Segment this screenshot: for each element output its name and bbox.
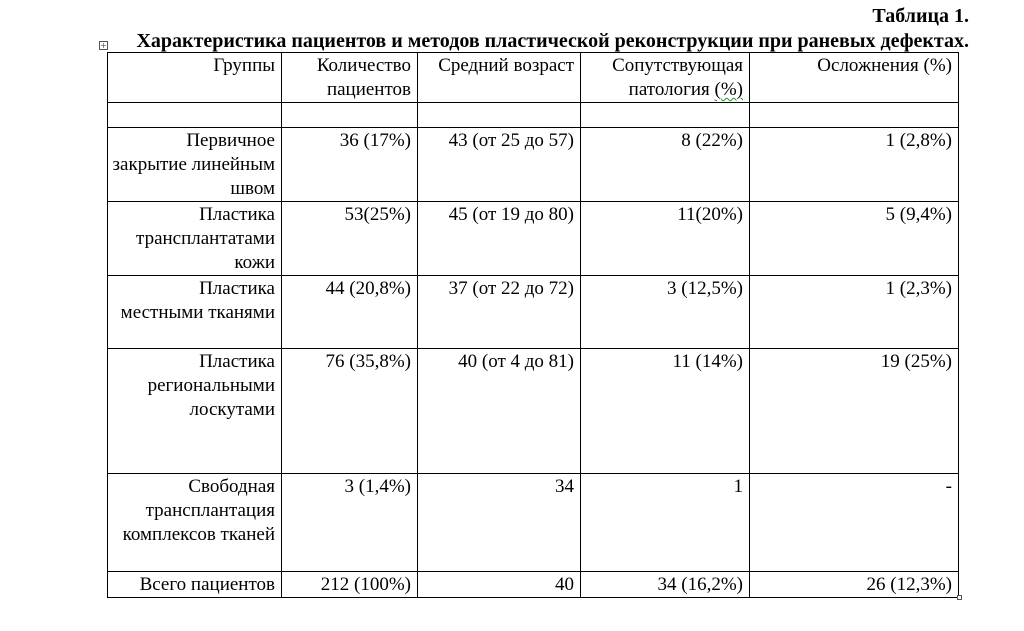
- empty-row: [108, 103, 959, 128]
- header-comorbidity-text: Сопутствующая патология: [612, 55, 743, 100]
- header-comorbidity-unit: (%): [714, 79, 743, 100]
- header-groups: Группы: [108, 53, 282, 103]
- table-row: [108, 474, 959, 572]
- header-complications: Осложнения (%): [750, 53, 959, 103]
- cell-complications: 1 (2,3%): [750, 276, 959, 349]
- table-move-handle-icon[interactable]: +: [100, 41, 107, 50]
- cell-complications: 1 (2,8%): [750, 128, 959, 202]
- cell-complications: 19 (25%): [750, 349, 959, 474]
- cell-comorbidity: 11(20%): [581, 202, 750, 276]
- cell-group: Пластика местными тканями: [108, 276, 282, 349]
- cell-patient-count: 212 (100%): [282, 572, 418, 598]
- table-row: [108, 202, 959, 276]
- table-cell: [750, 103, 959, 128]
- table-cell: [282, 103, 418, 128]
- cell-mean-age: 45 (от 19 до 80): [418, 202, 581, 276]
- cell-complications: 5 (9,4%): [750, 202, 959, 276]
- cell-mean-age: 34: [418, 474, 581, 572]
- cell-comorbidity: 11 (14%): [581, 349, 750, 474]
- header-mean-age: Средний возраст: [418, 53, 581, 103]
- cell-mean-age: 40: [418, 572, 581, 598]
- table-header-row: [108, 53, 959, 103]
- cell-group: Пластика трансплантатами кожи: [108, 202, 282, 276]
- table-cell: [418, 103, 581, 128]
- cell-group: Пластика региональными лоскутами: [108, 349, 282, 474]
- cell-patient-count: 76 (35,8%): [282, 349, 418, 474]
- table-resize-handle-icon[interactable]: [957, 595, 962, 600]
- cell-group: Всего пациентов: [108, 572, 282, 598]
- cell-comorbidity: 34 (16,2%): [581, 572, 750, 598]
- cell-mean-age: 37 (от 22 до 72): [418, 276, 581, 349]
- cell-patient-count: 36 (17%): [282, 128, 418, 202]
- table-total-row: [108, 572, 959, 598]
- cell-group: Первичное закрытие линейным швом: [108, 128, 282, 202]
- cell-group: Свободная трансплантация комплексов тканей: [108, 474, 282, 572]
- cell-comorbidity: 3 (12,5%): [581, 276, 750, 349]
- cell-comorbidity: 1: [581, 474, 750, 572]
- table-cell: [581, 103, 750, 128]
- table-row: [108, 128, 959, 202]
- table-caption-title: Характеристика пациентов и методов пластической реконструкции при раневых дефектах.: [136, 30, 969, 52]
- table-row: [108, 349, 959, 474]
- cell-complications: 26 (12,3%): [750, 572, 959, 598]
- cell-mean-age: 40 (от 4 до 81): [418, 349, 581, 474]
- data-table: [107, 52, 959, 598]
- cell-patient-count: 53(25%): [282, 202, 418, 276]
- cell-patient-count: 44 (20,8%): [282, 276, 418, 349]
- table-caption-label: Таблица 1.: [872, 5, 969, 27]
- table-row: [108, 276, 959, 349]
- cell-patient-count: 3 (1,4%): [282, 474, 418, 572]
- header-comorbidity: [581, 53, 750, 103]
- cell-comorbidity: 8 (22%): [581, 128, 750, 202]
- cell-complications: -: [750, 474, 959, 572]
- table-cell: [108, 103, 282, 128]
- cell-mean-age: 43 (от 25 до 57): [418, 128, 581, 202]
- header-patient-count: Количество пациентов: [282, 53, 418, 103]
